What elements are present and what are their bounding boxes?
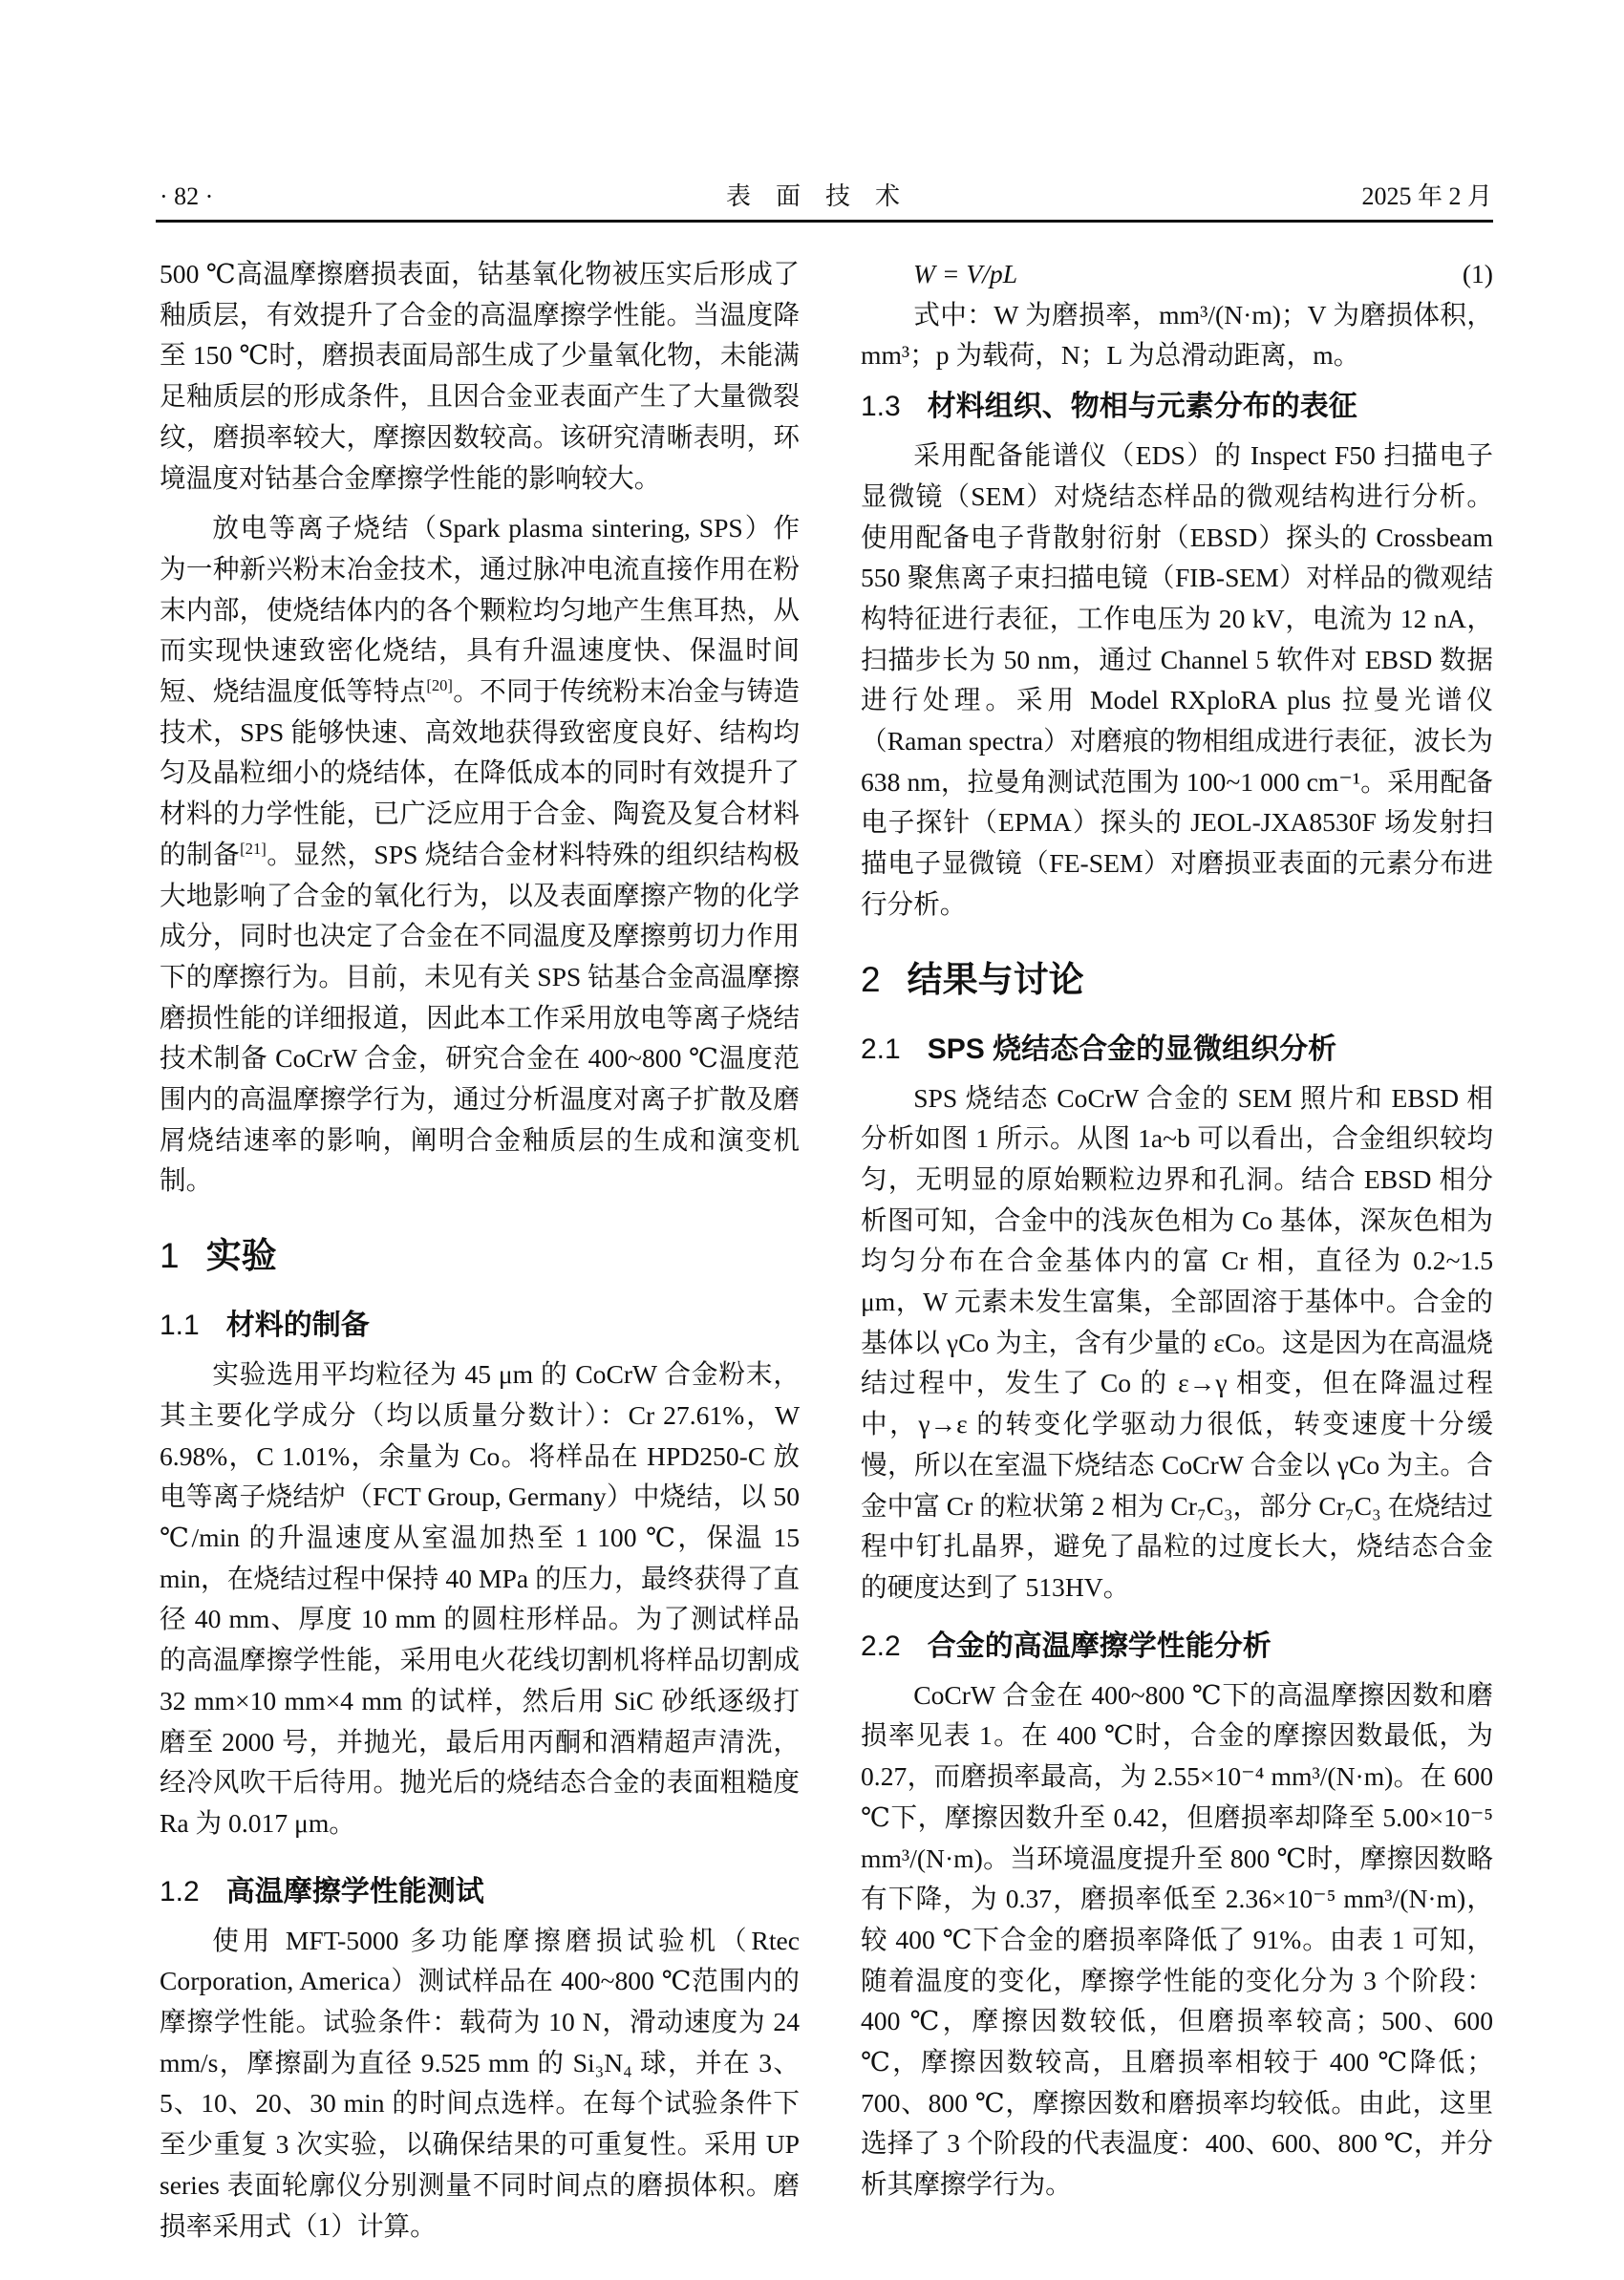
left-column bbox=[160, 254, 800, 2247]
text-run: 采用配备能谱仪（EDS）的 Inspect F50 扫描电子显微镜（SEM）对烧结态样品的微观结构进行分析。使用配备电子背散射衍射（EBSD）探头的 Crossbeam 550 聚焦离子束扫描电镜（FIB-SEM）对样品的微观结构特征进行表征，工作电压为 20 kV，电流为 12 nA，扫描步长为 50 nm，通过 Channel 5 软件对 EBSD 数据进行处理。采用 Model RXploRA plus 拉曼光谱仪（Raman spectra）对磨痕的物相组成进行表征，波长为 638 nm，拉曼角测试范围为 100~1 000 cm⁻¹。采用配备电子探针（EPMA）探头的 JEOL-JXA8530F 场发射扫描电子显微镜（FE-SEM）对磨损亚表面的元素分布进行分析。 bbox=[861, 440, 1493, 919]
paragraph-equation-description bbox=[861, 295, 1493, 376]
paragraph-sps-intro bbox=[160, 508, 800, 1202]
right-column bbox=[861, 254, 1493, 2205]
issue-date: 2025 年 2 月 bbox=[1361, 182, 1492, 210]
equation-wear-rate: W = V/pL bbox=[913, 259, 1018, 288]
citation: [20] bbox=[426, 675, 453, 694]
header-rule bbox=[156, 220, 1493, 223]
text-run: 。不同于传统粉末冶金与铸造技术，SPS 能够快速、高效地获得致密度良好、结构均匀及晶粒细小的烧结体，在降低成本的同时有效提升了材料的力学性能，已广泛应用于合金、陶瓷及复合材料的制备 bbox=[160, 676, 800, 869]
section-heading-2-1: 2.1 SPS 烧结态合金的显微组织分析 bbox=[861, 1033, 1337, 1065]
section-heading-2: 2 结果与讨论 bbox=[861, 959, 1084, 999]
text-run: 500 ℃高温摩擦磨损表面，钴基氧化物被压实后形成了釉质层，有效提升了合金的高温摩擦学性能。当温度降至 150 ℃时，磨损表面局部生成了少量氧化物，未能满足釉质层的形成条件，且因合金亚表面产生了大量微裂纹，磨损率较大，摩擦因数较高。该研究清晰表明，环境温度对钴基合金摩擦学性能的影响较大。 bbox=[160, 259, 800, 493]
page-number: · 82 · bbox=[160, 182, 214, 210]
paragraph-tribological-performance bbox=[861, 1675, 1493, 2205]
text-run: 。显然，SPS 烧结合金材料特殊的组织结构极大地影响了合金的氧化行为，以及表面摩擦产物的化学成分，同时也决定了合金在不同温度及摩擦剪切力作用下的摩擦行为。目前，未见有关 SPS 钴基合金高温摩擦磨损性能的详细报道，因此本工作采用放电等离子烧结技术制备 CoCrW 合金，研究合金在 400~800 ℃温度范围内的高温摩擦学行为，通过分析温度对离子扩散及磨屑烧结速率的影响，阐明合金釉质层的生成和演变机制。 bbox=[160, 839, 800, 1196]
paragraph-characterization bbox=[861, 436, 1493, 925]
section-heading-1-3: 1.3 材料组织、物相与元素分布的表征 bbox=[861, 391, 1357, 423]
text-run: 实验选用平均粒径为 45 μm 的 CoCrW 合金粉末，其主要化学成分（均以质量分数计）：Cr 27.61%，W 6.98%，C 1.01%，余量为 Co。将样品在 HPD250-C 放电等离子烧结炉（FCT Group, Germany）中烧结，以 50 ℃/min 的升温速度从室温加热至 1 100 ℃，保温 15 min，在烧结过程中保持 40 MPa 的压力，最终获得了直径 40 mm、厚度 10 mm 的圆柱形样品。为了测试样品的高温摩擦学性能，采用电火花线切割机将样品切割成 32 mm×10 mm×4 mm 的试样，然后用 SiC 砂纸逐级打磨至 2000 号，并抛光，最后用丙酮和酒精超声清洗，经冷风吹干后待用。抛光后的烧结态合金的表面粗糙度 Ra 为 0.017 μm。 bbox=[160, 1359, 800, 1838]
equation-row bbox=[861, 254, 1493, 295]
paragraph-intro-continued bbox=[160, 254, 800, 499]
section-heading-1-2: 1.2 高温摩擦学性能测试 bbox=[160, 1875, 484, 1907]
section-heading-2-2: 2.2 合金的高温摩擦学性能分析 bbox=[861, 1630, 1271, 1662]
text-run: 式中：W 为磨损率，mm³/(N·m)；V 为磨损体积，mm³；p 为载荷，N；L 为总滑动距离，m。 bbox=[861, 299, 1493, 371]
citation: [21] bbox=[240, 839, 267, 858]
section-heading-1: 1 实验 bbox=[160, 1236, 277, 1276]
journal-title: 表 面 技 术 bbox=[726, 182, 901, 211]
section-heading-1-1: 1.1 材料的制备 bbox=[160, 1310, 370, 1342]
text-run: CoCrW 合金在 400~800 ℃下的高温摩擦因数和磨损率见表 1。在 400 ℃时，合金的摩擦因数最低，为 0.27，而磨损率最高，为 2.55×10⁻⁴ mm³/(N·m)。在 600 ℃下，摩擦因数升至 0.42，但磨损率却降至 5.00×10⁻⁵ mm³/(N·m)。当环境温度提升至 800 ℃时，摩擦因数略有下降，为 0.37，磨损率低至 2.36×10⁻⁵ mm³/(N·m)，较 400 ℃下合金的磨损率降低了 91%。由表 1 可知，随着温度的变化，摩擦学性能的变化分为 3 个阶段：400 ℃，摩擦因数较低，但磨损率较高；500、600 ℃，摩擦因数较高，且磨损率相较于 400 ℃降低；700、800 ℃，摩擦因数和磨损率均较低。由此，这里选择了 3 个阶段的代表温度：400、600、800 ℃，并分析其摩擦学行为。 bbox=[861, 1679, 1493, 2200]
paragraph-tribology-test bbox=[160, 1921, 800, 2248]
equation-number: (1) bbox=[1462, 259, 1493, 288]
text-run: SPS 烧结态 CoCrW 合金的 SEM 照片和 EBSD 相分析如图 1 所示。从图 1a~b 可以看出，合金组织较均匀，无明显的原始颗粒边界和孔洞。结合 EBSD 相分析图可知，合金中的浅灰色相为 Co 基体，深灰色相为均匀分布在合金基体内的富 Cr 相，直径为 0.2~1.5 μm，W 元素未发生富集，全部固溶于基体中。合金的基体以 γCo 为主，含有少量的 εCo。这是因为在高温烧结过程中，发生了 Co 的 ε→γ 相变，但在降温过程中，γ→ε 的转变化学驱动力很低，转变速度十分缓慢，所以在室温下烧结态 CoCrW 合金以 γCo 为主。合金中富 Cr 的粒状第 2 相为 Cr₇C₃，部分 Cr₇C₃ 在烧结过程中钉扎晶界，避免了晶粒的过度长大，烧结态合金的硬度达到了 513HV。 bbox=[861, 1082, 1493, 1602]
text-run: 使用 MFT-5000 多功能摩擦磨损试验机（Rtec Corporation, America）测试样品在 400~800 ℃范围内的摩擦学性能。试验条件：载荷为 10 N，滑动速度为 24 mm/s，摩擦副为直径 9.525 mm 的 Si₃N₄ 球，并在 3、5、10、20、30 min 的时间点选样。在每个试验条件下至少重复 3 次实验，以确保结果的可重复性。采用 UP series 表面轮廓仪分别测量不同时间点的磨损体积。磨损率采用式（1）计算。 bbox=[160, 1925, 800, 2241]
paragraph-microstructure bbox=[861, 1078, 1493, 1609]
paragraph-material-preparation bbox=[160, 1354, 800, 1843]
text-run: 放电等离子烧结（Spark plasma sintering, SPS）作为一种新兴粉末冶金技术，通过脉冲电流直接作用在粉末内部，使烧结体内的各个颗粒均匀地产生焦耳热，从而实现快速致密化烧结，具有升温速度快、保温时间短、烧结温度低等特点 bbox=[160, 513, 800, 707]
